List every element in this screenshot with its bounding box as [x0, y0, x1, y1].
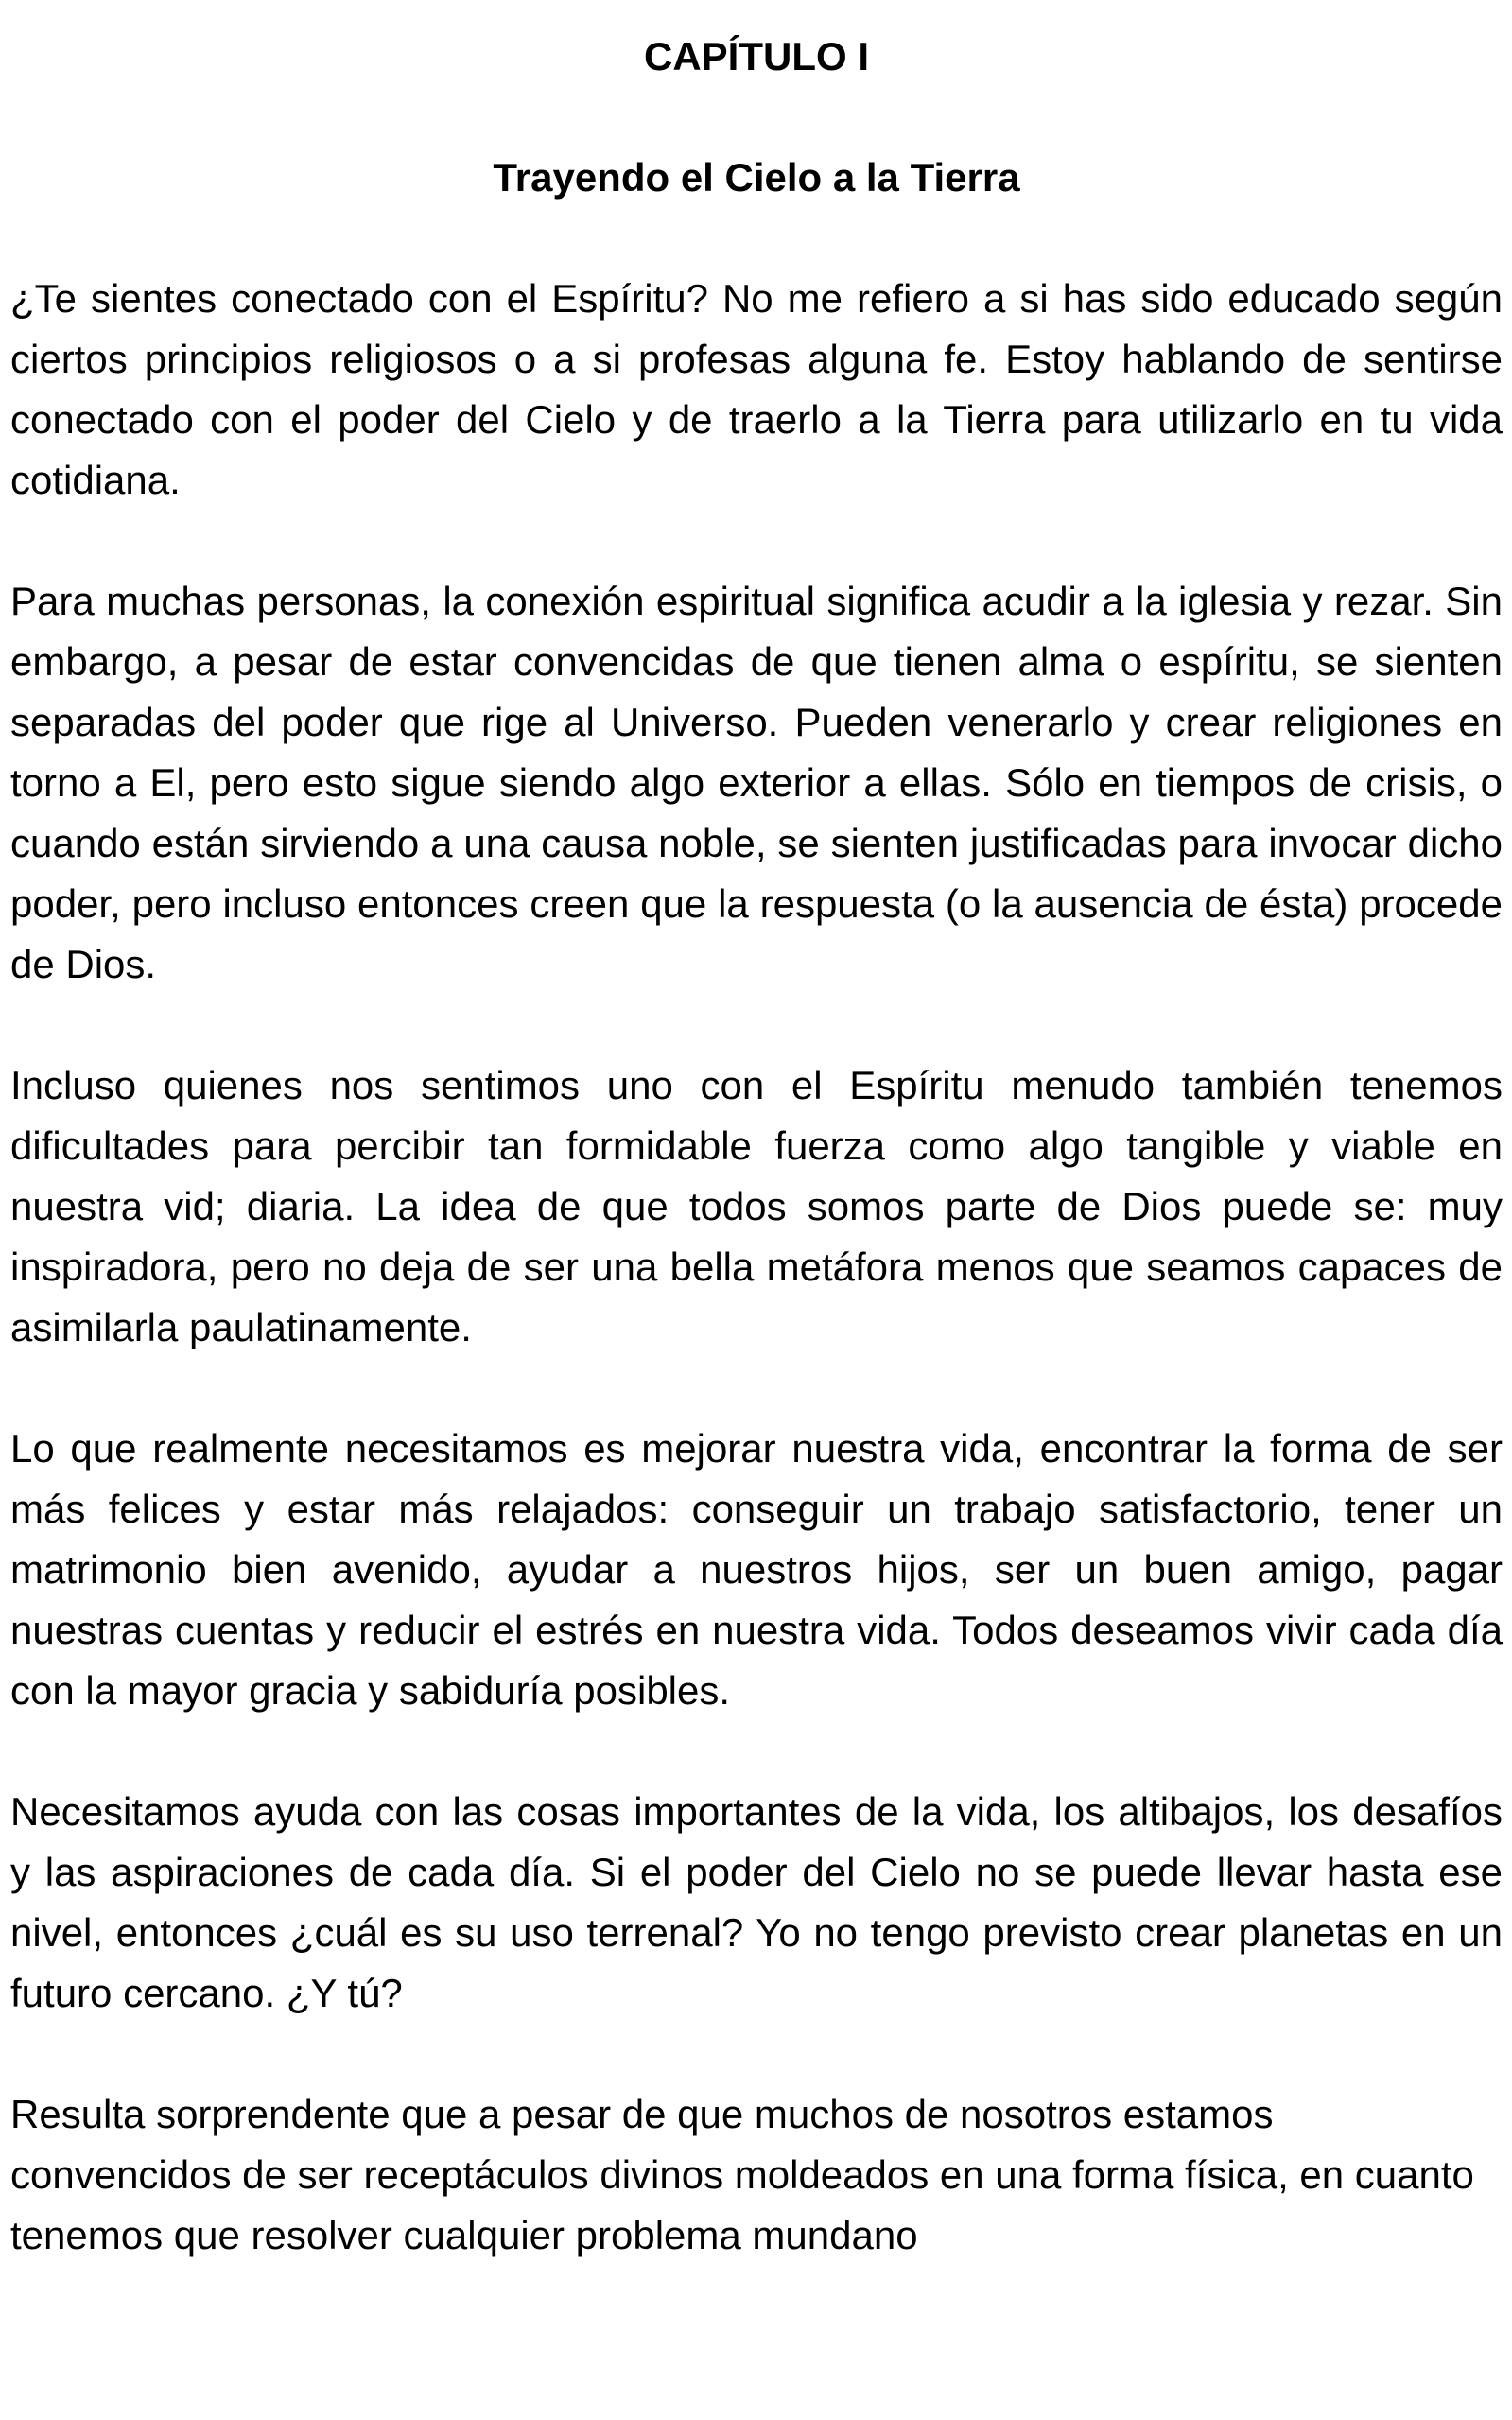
paragraph-5: Necesitamos ayuda con las cosas importantes de la vida, los altibajos, los desafíos y las aspiraciones de cada día. Si el poder del Cielo no se puede llevar hasta ese nivel, entonces ¿cuál es su uso terrenal? Yo no tengo previsto crear planetas en un futuro cercano. ¿Y tú?	[10, 1789, 1503, 2015]
paragraph-6: Resulta sorprendente que a pesar de que muchos de nosotros estamos convencidos de ser receptáculos divinos moldeados en una forma física, en cuanto tenemos que resolver cualquier problema mundano	[10, 2092, 1474, 2257]
paragraph-2: Para muchas personas, la conexión espiritual significa acudir a la iglesia y rezar. Sin embargo, a pesar de estar convencidas de que tienen alma o espíritu, se sienten separadas del poder que rige al Universo. Pueden venerarlo y crear religiones en torno a El, pero esto sigue siendo algo exterior a ellas. Sólo en tiempos de crisis, o cuando están sirviendo a una causa noble, se sienten justificadas para invocar dicho poder, pero incluso entonces creen que la respuesta (o la ausencia de ésta) procede de Dios.	[10, 579, 1503, 986]
document-page	[10, 26, 1503, 2266]
paragraph-4: Lo que realmente necesitamos es mejorar nuestra vida, encontrar la forma de ser más felices y estar más relajados: conseguir un trabajo satisfactorio, tener un matrimonio bien avenido, ayudar a nuestros hijos, ser un buen amigo, pagar nuestras cuentas y reducir el estrés en nuestra vida. Todos deseamos vivir cada día con la mayor gracia y sabiduría posibles.	[10, 1426, 1503, 1713]
chapter-title: Trayendo el Cielo a la Tierra	[493, 155, 1020, 200]
paragraph-3: Incluso quienes nos sentimos uno con el Espíritu menudo también tenemos dificultades para percibir tan formidable fuerza como algo tangible y viable en nuestra vid; diaria. La idea de que todos somos parte de Dios puede se: muy inspiradora, pero no deja de ser una bella metáfora menos que seamos capaces de asimilarla paulatinamente.	[10, 1063, 1503, 1349]
paragraph-1: ¿Te sientes conectado con el Espíritu? No me refiero a si has sido educado según ciertos principios religiosos o a si profesas alguna fe. Estoy hablando de sentirse conectado con el poder del Cielo y de traerlo a la Tierra para utilizarlo en tu vida cotidiana.	[10, 276, 1503, 502]
chapter-heading: CAPÍTULO I	[644, 34, 869, 78]
